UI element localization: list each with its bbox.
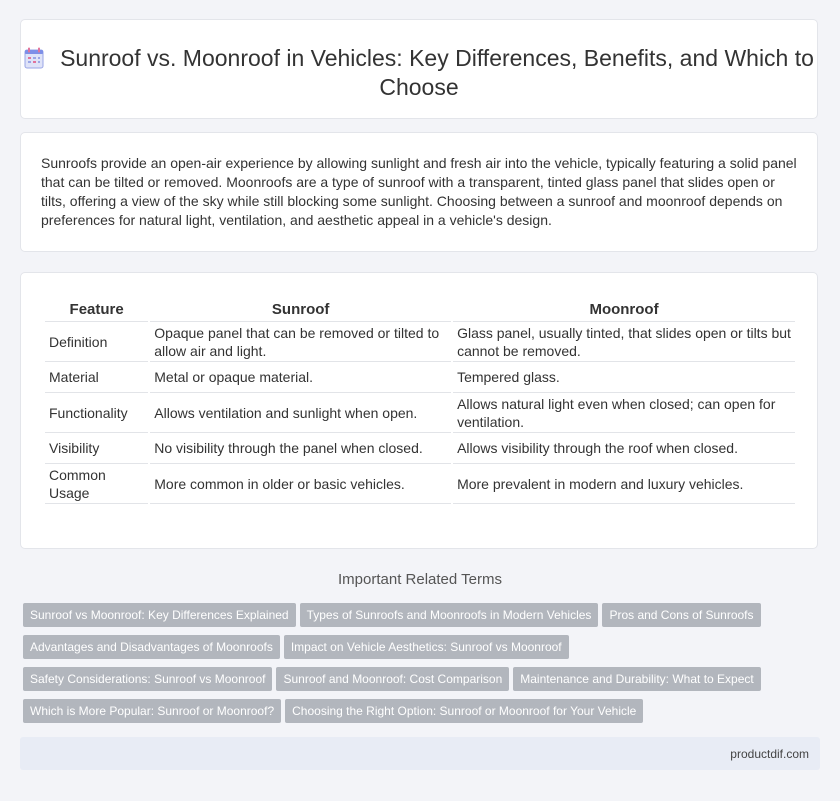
table-cell: Tempered glass. [453, 362, 795, 393]
footer-bar [20, 737, 820, 770]
related-term-link[interactable]: Types of Sunroofs and Moonroofs in Modern Vehicles [300, 603, 599, 627]
document-list-icon [24, 47, 44, 69]
table-cell: Functionality [45, 393, 148, 433]
footer-site-link[interactable]: productdif.com [730, 747, 809, 761]
table-cell: More prevalent in modern and luxury vehicles. [453, 464, 795, 504]
table-cell: More common in older or basic vehicles. [150, 464, 451, 504]
related-term-link[interactable]: Which is More Popular: Sunroof or Moonroof? [23, 699, 281, 723]
table-cell: Allows visibility through the roof when closed. [453, 433, 795, 464]
header-card [20, 19, 818, 119]
related-term-link[interactable]: Sunroof and Moonroof: Cost Comparison [276, 667, 509, 691]
table-cell: Metal or opaque material. [150, 362, 451, 393]
table-row [45, 362, 795, 393]
comparison-table [43, 295, 797, 504]
header-feature: Feature [45, 295, 148, 322]
related-terms-list [23, 603, 823, 731]
table-cell: Allows natural light even when closed; can open for ventilation. [453, 393, 795, 433]
header-moonroof: Moonroof [453, 295, 795, 322]
table-cell: Common Usage [45, 464, 148, 504]
related-terms-title: Important Related Terms [338, 571, 502, 588]
related-term-link[interactable]: Pros and Cons of Sunroofs [602, 603, 760, 627]
intro-card [20, 132, 818, 252]
header-sunroof: Sunroof [150, 295, 451, 322]
related-term-link[interactable]: Safety Considerations: Sunroof vs Moonroof [23, 667, 272, 691]
page-title-text: Sunroof vs. Moonroof in Vehicles: Key Differences, Benefits, and Which to Choose [60, 45, 814, 100]
table-cell: Definition [45, 322, 148, 362]
table-cell: Opaque panel that can be removed or tilted to allow air and light. [150, 322, 451, 362]
table-header-row [45, 295, 795, 322]
table-cell: Material [45, 362, 148, 393]
table-row [45, 433, 795, 464]
related-term-link[interactable]: Advantages and Disadvantages of Moonroofs [23, 635, 280, 659]
table-cell: Glass panel, usually tinted, that slides open or tilts but cannot be removed. [453, 322, 795, 362]
table-row [45, 393, 795, 433]
table-cell: Visibility [45, 433, 148, 464]
related-term-link[interactable]: Maintenance and Durability: What to Expect [513, 667, 760, 691]
related-term-link[interactable]: Impact on Vehicle Aesthetics: Sunroof vs Moonroof [284, 635, 569, 659]
related-term-link[interactable]: Choosing the Right Option: Sunroof or Moonroof for Your Vehicle [285, 699, 643, 723]
table-row [45, 322, 795, 362]
table-row [45, 464, 795, 504]
related-term-link[interactable]: Sunroof vs Moonroof: Key Differences Explained [23, 603, 296, 627]
page-title [21, 44, 817, 102]
intro-paragraph: Sunroofs provide an open-air experience by allowing sunlight and fresh air into the vehicle, typically featuring a solid panel that can be tilted or removed. Moonroofs are a type of sunroof with a transparent, tinted glass panel that slides open or tilts, offering a view of the sky while still blocking some sunlight. Choosing between a sunroof and moonroof depends on preferences for natural light, ventilation, and aesthetic appeal in a vehicle's design. [41, 155, 797, 228]
title-wrap [21, 44, 817, 102]
table-cell: No visibility through the panel when closed. [150, 433, 451, 464]
table-cell: Allows ventilation and sunlight when open. [150, 393, 451, 433]
comparison-card [20, 272, 818, 549]
